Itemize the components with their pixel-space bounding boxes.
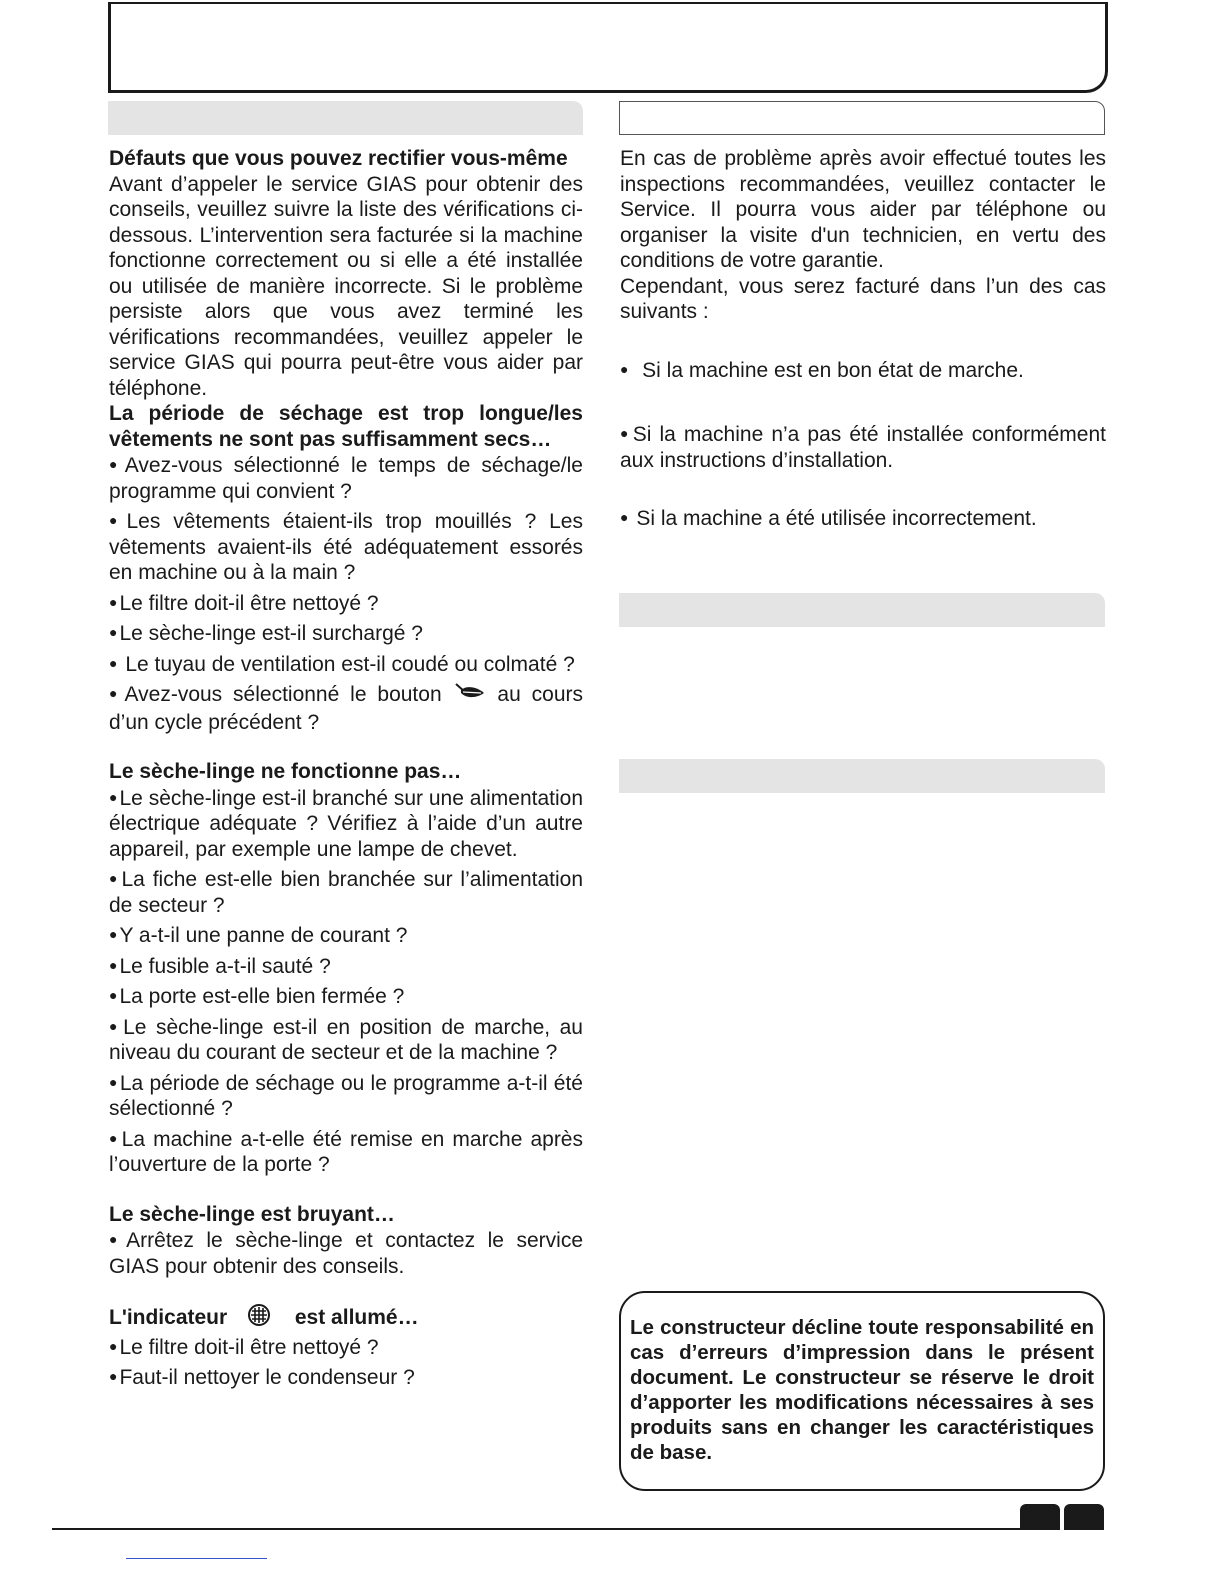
list-item: ●La fiche est-elle bien branchée sur l’alimentation de secteur ? bbox=[109, 868, 583, 917]
footer-rule bbox=[52, 1528, 1022, 1530]
heading-not-working: Le sèche-linge ne fonctionne pas… bbox=[109, 760, 462, 784]
heading-drying-too-long: La période de séchage est trop longue/les vêtements ne sont pas suffisamment secs… bbox=[109, 402, 583, 451]
list-item: ●Le sèche-linge est-il surchargé ? bbox=[109, 622, 423, 645]
right-column bbox=[620, 146, 1106, 532]
heading-indicator-on: L'indicateur est allumé… bbox=[109, 1303, 583, 1334]
disclaimer-box: Le constructeur décline toute responsabilité en cas d’erreurs d’impression dans le présent document. Le constructeur se réserve le droit d’apporter les modifications nécessaires à ses produits sans en changer les caractéristiques de base. bbox=[619, 1291, 1105, 1491]
heading-noisy: Le sèche-linge est bruyant… bbox=[109, 1202, 395, 1226]
section-header-bar-right bbox=[619, 101, 1105, 135]
list-item: ●La machine a-t-elle été remise en marche après l’ouverture de la porte ? bbox=[109, 1127, 583, 1177]
list-item: ●Le sèche-linge est-il branché sur une alimentation électrique adéquate ? Vérifiez à l’aide d’un autre appareil, par exemple une lampe de chevet. bbox=[109, 786, 584, 861]
section-header-bar-3 bbox=[619, 759, 1105, 793]
list-item: ●La porte est-elle bien fermée ? bbox=[109, 985, 405, 1009]
list-item: ●Si la machine n’a pas été installée conformément aux instructions d’installation. bbox=[620, 423, 1106, 472]
section-header-bar-left bbox=[108, 101, 583, 135]
feather-icon bbox=[453, 681, 487, 710]
heading-self-fix: Défauts que vous pouvez rectifier vous-même bbox=[109, 147, 568, 170]
paragraph-service-intro: En cas de problème après avoir effectué toutes les inspections recommandées, veuillez contacter le Service. Il pourra vous aider par téléphone ou organiser la visite d'un technicien, en vertu des conditions de votre garantie. bbox=[620, 147, 1106, 272]
list-item: ● Le tuyau de ventilation est-il coudé ou colmaté ? bbox=[109, 652, 575, 676]
list-item: ●Le fusible a-t-il sauté ? bbox=[109, 954, 331, 978]
list-item: ●Les vêtements étaient-ils trop mouillés ? Les vêtements avaient-ils été adéquatement essorés en machine ou à la main ? bbox=[109, 510, 583, 584]
paragraph-service-charges: Cependant, vous serez facturé dans l’un des cas suivants : bbox=[620, 274, 1106, 323]
list-item: ●Faut-il nettoyer le condenseur ? bbox=[109, 1366, 415, 1390]
page-tab-left bbox=[1020, 1504, 1060, 1530]
list-item: ●Arrêtez le sèche-linge et contactez le service GIAS pour obtenir des conseils. bbox=[109, 1229, 583, 1278]
footer-underline bbox=[126, 1558, 267, 1559]
list-item: ●Le filtre doit-il être nettoyé ? bbox=[109, 591, 379, 615]
list-item: ●Avez-vous sélectionné le bouton au cours d’un cycle précédent ? bbox=[109, 683, 584, 734]
list-item: ● Si la machine est en bon état de marche. bbox=[620, 358, 1024, 382]
section-header-bar-2 bbox=[619, 593, 1105, 627]
list-item: ● Si la machine a été utilisée incorrectement. bbox=[620, 507, 1037, 530]
list-item: ●Y a-t-il une panne de courant ? bbox=[109, 924, 408, 948]
list-item: ●Avez-vous sélectionné le temps de séchage/le programme qui convient ? bbox=[109, 454, 583, 503]
filter-indicator-icon bbox=[247, 1303, 271, 1334]
page-tab-right bbox=[1064, 1504, 1104, 1530]
paragraph-self-fix: Avant d’appeler le service GIAS pour obtenir des conseils, veuillez suivre la liste des vérifications ci-dessous. L’intervention sera facturée si la machine fonctionne correctement ou si elle a été installée ou utilisée de manière incorrecte. Si le problème persiste alors que vous avez terminé les vérifications recommandées, veuillez appeler le service GIAS qui pourra peut-être vous aider par téléphone. bbox=[109, 172, 583, 400]
list-item: ●Le sèche-linge est-il en position de marche, au niveau du courant de secteur et de la machine ? bbox=[109, 1015, 583, 1065]
page-title-box bbox=[108, 2, 1108, 93]
left-column bbox=[109, 146, 583, 1391]
list-item: ●La période de séchage ou le programme a-t-il été sélectionné ? bbox=[109, 1071, 583, 1121]
list-item: ●Le filtre doit-il être nettoyé ? bbox=[109, 1335, 379, 1359]
